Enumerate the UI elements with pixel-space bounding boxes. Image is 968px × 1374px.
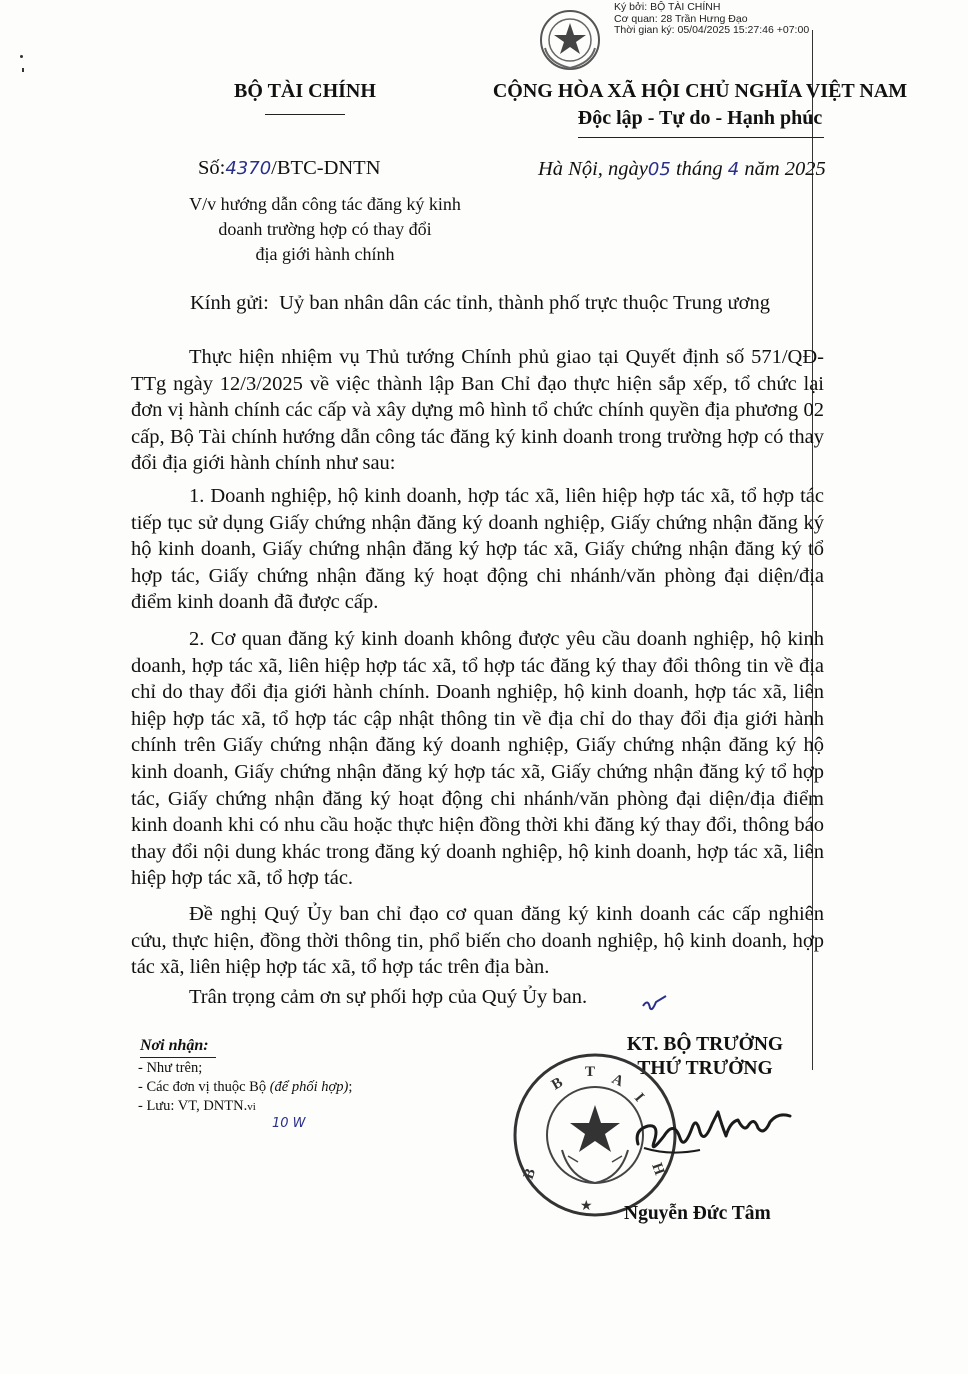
document-date: Hà Nội, ngày05 tháng 4 năm 2025	[538, 158, 826, 180]
scan-mark	[20, 55, 23, 58]
ministry-underline	[265, 114, 345, 115]
addressee-name: Uỷ ban nhân dân các tỉnh, thành phố trực thuộc Trung ương	[279, 292, 770, 314]
addressee	[190, 292, 770, 315]
document-number: Số:4370/BTC-DNTN	[198, 157, 381, 179]
national-emblem-icon	[535, 8, 605, 72]
svg-text:B: B	[520, 1166, 540, 1182]
motto-underline	[578, 137, 824, 138]
svg-text:T: T	[585, 1064, 596, 1080]
signature-agency: Cơ quan: 28 Trần Hưng Đạo	[614, 12, 748, 25]
recipients-underline	[140, 1057, 216, 1058]
signer-title-2: THỨ TRƯỞNG	[637, 1058, 773, 1079]
recipient-line-2: - Các đơn vị thuộc Bộ (để phối hợp);	[138, 1079, 353, 1095]
body-item-1: 1. Doanh nghiệp, hộ kinh doanh, hợp tác xã, liên hiệp hợp tác xã, tổ hợp tác tiếp tục sử dụng Giấy chứng nhận đăng ký doanh nghiệp, Giấy chứng nhận đăng ký hộ kinh doanh, Giấy chứng nhận đăng ký hợp tác xã, Giấy chứng nhận đăng ký tổ hợp tác, Giấy chứng nhận đăng ký hoạt động chi nhánh/văn phòng đại diện/địa điểm kinh doanh đã được cấp.	[131, 485, 824, 614]
digital-signature-info	[614, 2, 809, 37]
recipients-list	[138, 1059, 352, 1117]
document-subject: V/v hướng dẫn công tác đăng ký kinh doanh trường hợp có thay đổi địa giới hành chính	[189, 194, 461, 264]
body-intro: Thực hiện nhiệm vụ Thủ tướng Chính phủ giao tại Quyết định số 571/QĐ-TTg ngày 12/3/2025 về việc thành lập Ban Chỉ đạo thực hiện sắp xếp, tổ chức lại đơn vị hành chính các cấp và xây dựng mô hình tổ chức chính quyền địa phương 02 cấp, Bộ Tài chính hướng dẫn công tác đăng ký kinh doanh trong trường hợp có thay đổi địa giới hành chính như sau:	[131, 346, 824, 475]
body-item-2: 2. Cơ quan đăng ký kinh doanh không được yêu cầu doanh nghiệp, hộ kinh doanh, hợp tác xã, liên hiệp hợp tác xã, tổ hợp tác đăng ký thay đổi thông tin về địa chỉ do thay đổi địa giới hành chính. Doanh nghiệp, hộ kinh doanh, hợp tác xã, liên hiệp hợp tác xã, tổ hợp tác cập nhật thông tin về địa chỉ do thay đổi địa giới hành chính trên Giấy chứng nhận đăng ký doanh nghiệp, Giấy chứng nhận đăng ký hộ kinh doanh, Giấy chứng nhận đăng ký hợp tác xã, Giấy chứng nhận đăng ký tổ hợp tác, Giấy chứng nhận đăng ký hoạt động chi nhánh/văn phòng đại diện/địa điểm kinh doanh khi có nhu cầu hoặc thực hiện đồng thời khi đăng ký thay đổi, thông báo thay đổi nội dung khác trong đăng ký doanh nghiệp, hộ kinh doanh, hợp tác xã, liên hiệp hợp tác xã, tổ hợp tác.	[131, 628, 824, 890]
svg-text:I: I	[630, 1090, 647, 1106]
svg-text:A: A	[609, 1071, 626, 1091]
ministry-name: BỘ TÀI CHÍNH	[234, 80, 376, 102]
signer-name: Nguyễn Đức Tâm	[624, 1203, 771, 1224]
signer-title-1: KT. BỘ TRƯỞNG	[626, 1034, 784, 1055]
recipient-line-3: - Lưu: VT, DNTN.vi	[138, 1098, 256, 1114]
date-month-handwritten: 4	[727, 159, 740, 180]
recipient-line-1: - Như trên;	[138, 1060, 203, 1076]
doc-number-handwritten: 4370	[225, 158, 272, 179]
svg-text:B: B	[549, 1074, 566, 1094]
copies-handwritten: 10 W	[272, 1116, 306, 1131]
signature-signer: Ký bởi: BỘ TÀI CHÍNH	[614, 1, 721, 13]
recipients-label: Nơi nhận:	[140, 1037, 209, 1054]
motto: Độc lập - Tự do - Hạnh phúc	[577, 107, 823, 129]
closing-tick-icon	[640, 992, 670, 1014]
addressee-label: Kính gửi:	[190, 292, 269, 314]
svg-text:★: ★	[580, 1199, 593, 1214]
handwritten-signature	[630, 1092, 800, 1172]
body-request: Đề nghị Quý Ủy ban chỉ đạo cơ quan đăng ký kinh doanh các cấp nghiên cứu, thực hiện, đồng thời thông tin, phổ biến cho doanh nghiệp, hộ kinh doanh, hợp tác xã, liên hiệp hợp tác xã, tổ hợp tác trên địa bàn.	[131, 903, 824, 979]
republic-title: CỘNG HÒA XÃ HỘI CHỦ NGHĨA VIỆT NAM	[492, 80, 908, 102]
body-closing: Trân trọng cảm ơn sự phối hợp của Quý Ủy ban.	[189, 986, 588, 1008]
signature-time: Thời gian ký: 05/04/2025 15:27:46 +07:00	[614, 24, 810, 36]
svg-text:H: H	[648, 1160, 668, 1178]
date-day-handwritten: 05	[647, 159, 671, 180]
scan-mark	[22, 68, 24, 72]
